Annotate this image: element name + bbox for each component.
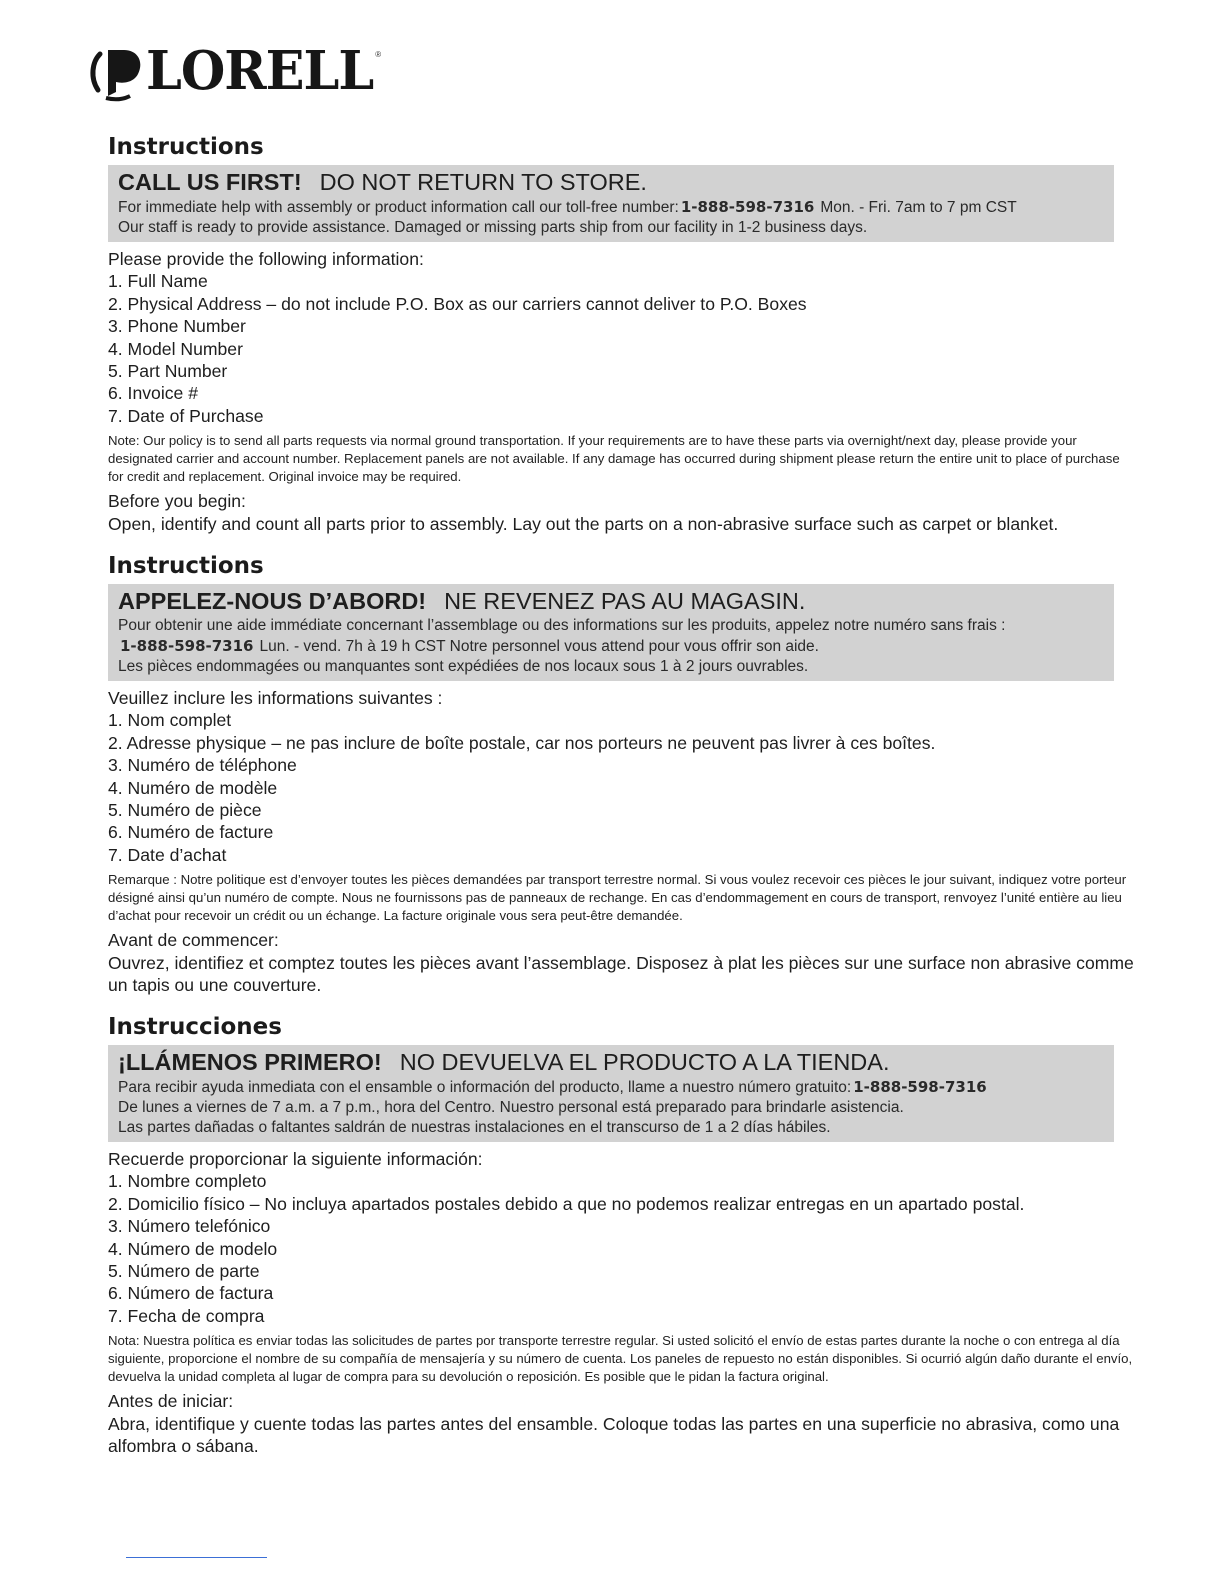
banner-body xyxy=(118,197,1114,238)
list-item: 1. Nombre completo xyxy=(108,1171,267,1192)
info-intro: Veuillez inclure les informations suivantes : xyxy=(108,688,443,708)
before-begin-text: Abra, identifique y cuente todas las partes antes del ensamble. Coloque todas las partes en una superficie no abrasiva, como una alfombra o sábana. xyxy=(108,1413,1120,1457)
section-heading: Instructions xyxy=(108,553,264,579)
list-item: 7. Fecha de compra xyxy=(108,1305,265,1326)
banner-line xyxy=(118,1118,1114,1138)
banner-line xyxy=(118,1098,1114,1118)
policy-note: Nota: Nuestra política es enviar todas las solicitudes de partes por transporte terrestre regular. Si usted solicitó el envío de estas partes durante la noche o con entrega al día siguiente, proporcione el nombre de su compañía de mensajería y su número de cuenta. Los paneles de repuesto no están disponibles. Si ocurrió algún daño durante el envío, devuelva la unidad completa al lugar de compra para su devolución o reposición. Es posible que le pidan la factura original. xyxy=(108,1333,1133,1385)
banner-line xyxy=(118,657,1114,677)
banner-text: Las partes dañadas o faltantes saldrán de nuestras instalaciones en el transcurso de 1 a 2 días hábiles. xyxy=(118,1119,831,1136)
call-first-banner xyxy=(108,584,1114,681)
list-item: 6. Número de factura xyxy=(108,1283,274,1304)
banner-hours: Mon. - Fri. 7am to 7 pm CST xyxy=(820,199,1017,216)
banner-call-first: CALL US FIRST! xyxy=(118,169,302,195)
before-begin-label: Avant de commencer: xyxy=(108,930,279,951)
toll-free-number: 1-888-598-7316 xyxy=(853,1078,987,1096)
before-begin-label: Before you begin: xyxy=(108,491,246,512)
policy-note: Note: Our policy is to send all parts requests via normal ground transportation. If your requirements are to have these parts via overnight/next day, please provide your designated carrier and account number. Replacement panels are not available. If any damage has occurred during shipment please return the entire unit to place of purchase for credit and replacement. Original invoice may be required. xyxy=(108,433,1120,485)
list-item: 3. Phone Number xyxy=(108,316,246,337)
brand-logo xyxy=(86,40,381,102)
banner-call-first: APPELEZ-NOUS D’ABORD! xyxy=(118,588,427,614)
required-info-list xyxy=(108,1170,1138,1327)
info-intro: Please provide the following information: xyxy=(108,249,424,269)
call-first-banner xyxy=(108,1045,1114,1142)
registered-mark: ® xyxy=(375,50,382,59)
banner-hours: Lun. - vend. 7h à 19 h CST Notre personnel vous attend pour vous offrir son aide. xyxy=(259,638,819,655)
list-item: 5. Numéro de pièce xyxy=(108,800,262,821)
lorell-logo-icon xyxy=(86,40,148,102)
list-item: 2. Physical Address – do not include P.O. Box as our carriers cannot deliver to P.O. Boxes xyxy=(108,293,807,314)
banner-text: Pour obtenir une aide immédiate concernant l’assemblage ou des informations sur les produits, appelez notre numéro sans frais : xyxy=(118,617,1006,634)
list-item: 4. Numéro de modèle xyxy=(108,777,278,798)
banner-line xyxy=(118,636,1114,657)
brand-name: LORELL xyxy=(146,39,374,103)
banner-title-row xyxy=(118,587,1114,616)
banner-text: Para recibir ayuda inmediata con el ensamble o información del producto, llame a nuestro número gratuito: xyxy=(118,1079,852,1096)
info-intro: Recuerde proporcionar la siguiente información: xyxy=(108,1149,483,1169)
required-info-list xyxy=(108,709,1138,866)
before-begin-text: Open, identify and count all parts prior to assembly. Lay out the parts on a non-abrasive surface such as carpet or blanket. xyxy=(108,513,1059,534)
list-item: 3. Número telefónico xyxy=(108,1216,271,1237)
list-item: 1. Nom complet xyxy=(108,710,232,731)
policy-note: Remarque : Notre politique est d’envoyer toutes les pièces demandées par transport terrestre normal. Si vous voulez recevoir ces pièces le jour suivant, indiquez votre porteur désigné ainsi qu’un numéro de compte. Nous ne fournissons pas de panneaux de rechange. En cas d’endommagement en cours de transport, renvoyez l’unité entière au lieu d’achat pour recevoir un crédit ou un échange. La facture originale vous sera peut-être demandée. xyxy=(108,872,1127,924)
banner-do-not-return: NE REVENEZ PAS AU MAGASIN. xyxy=(444,588,806,614)
call-first-banner xyxy=(108,165,1114,242)
list-item: 1. Full Name xyxy=(108,271,208,292)
list-item: 6. Numéro de facture xyxy=(108,822,274,843)
banner-do-not-return: DO NOT RETURN TO STORE. xyxy=(319,169,647,195)
list-item: 4. Model Number xyxy=(108,338,243,359)
list-item: 7. Date d’achat xyxy=(108,844,227,865)
section-english xyxy=(108,132,1138,535)
banner-call-first: ¡LLÁMENOS PRIMERO! xyxy=(118,1049,382,1075)
list-item: 7. Date of Purchase xyxy=(108,405,264,426)
banner-text: Our staff is ready to provide assistance. Damaged or missing parts ship from our facility in 1-2 business days. xyxy=(118,219,868,236)
required-info-list xyxy=(108,270,1138,427)
list-item: 6. Invoice # xyxy=(108,383,198,404)
banner-line xyxy=(118,1077,1114,1098)
banner-text: Les pièces endommagées ou manquantes sont expédiées de nos locaux sous 1 à 2 jours ouvrables. xyxy=(118,658,809,675)
banner-title-row xyxy=(118,1048,1114,1077)
banner-title-row xyxy=(118,168,1114,197)
list-item: 5. Número de parte xyxy=(108,1261,260,1282)
list-item: 2. Domicilio físico – No incluya apartados postales debido a que no podemos realizar entregas en un apartado postal. xyxy=(108,1193,1025,1214)
before-begin-text: Ouvrez, identifiez et comptez toutes les pièces avant l’assemblage. Disposez à plat les pièces sur une surface non abrasive comme un tapis ou une couverture. xyxy=(108,952,1134,996)
section-spanish xyxy=(108,1012,1138,1457)
banner-text: For immediate help with assembly or product information call our toll-free number: xyxy=(118,199,679,216)
banner-body xyxy=(118,616,1114,677)
banner-line xyxy=(118,197,1114,218)
banner-line xyxy=(118,218,1114,238)
section-french xyxy=(108,551,1138,996)
list-item: 5. Part Number xyxy=(108,361,228,382)
list-item: 4. Número de modelo xyxy=(108,1238,278,1259)
banner-line xyxy=(118,616,1114,636)
toll-free-number: 1-888-598-7316 xyxy=(680,198,815,216)
toll-free-number: 1-888-598-7316 xyxy=(120,637,254,655)
footer-rule xyxy=(126,1557,267,1558)
list-item: 3. Numéro de téléphone xyxy=(108,755,297,776)
section-heading: Instructions xyxy=(108,134,264,160)
banner-do-not-return: NO DEVUELVA EL PRODUCTO A LA TIENDA. xyxy=(399,1049,890,1075)
list-item: 2. Adresse physique – ne pas inclure de boîte postale, car nos porteurs ne peuvent pas livrer à ces boîtes. xyxy=(108,732,936,753)
before-begin-label: Antes de iniciar: xyxy=(108,1391,234,1412)
banner-text: De lunes a viernes de 7 a.m. a 7 p.m., hora del Centro. Nuestro personal está preparado para brindarle asistencia. xyxy=(118,1099,904,1116)
banner-body xyxy=(118,1077,1114,1138)
section-heading: Instrucciones xyxy=(108,1014,282,1040)
